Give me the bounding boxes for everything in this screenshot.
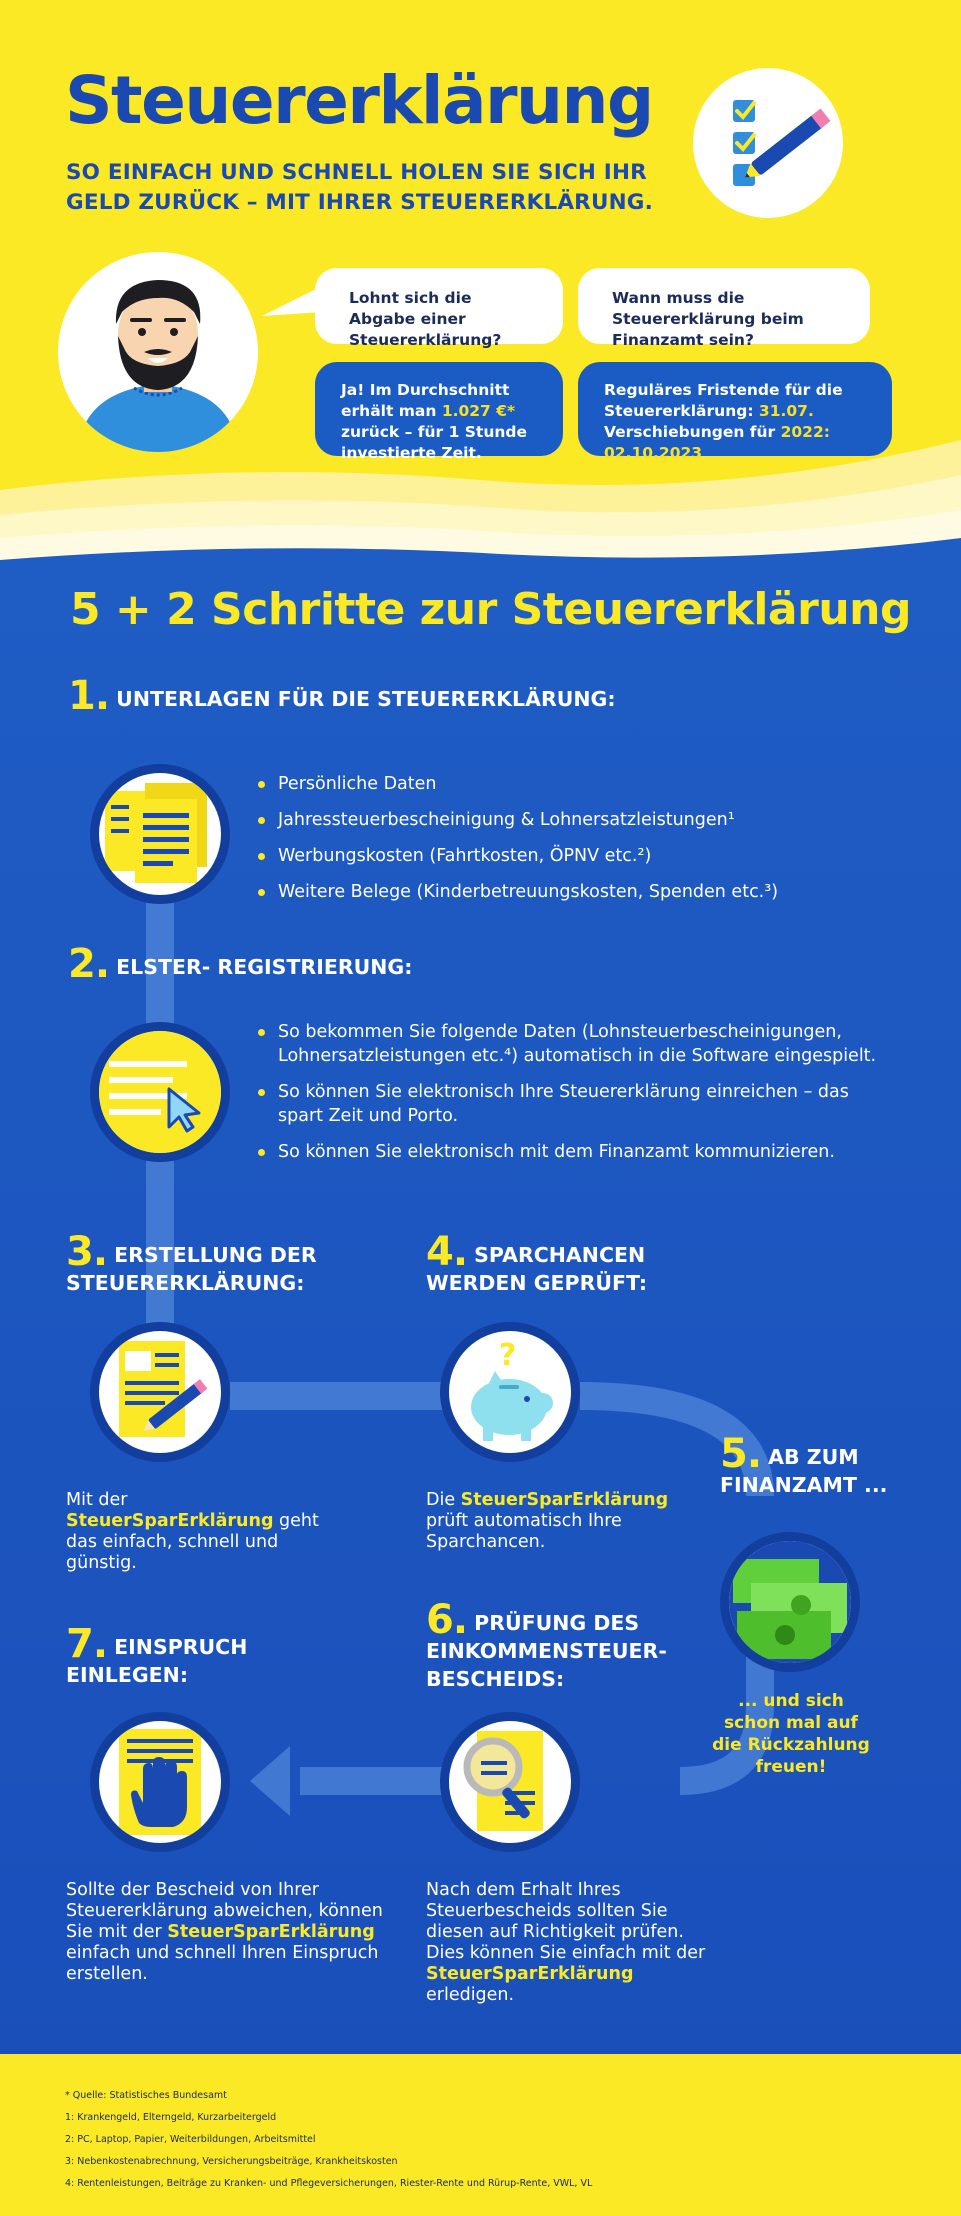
footnotes-section [0,2054,961,2216]
step-2-number: 2. [68,941,110,987]
step-7-title: EINSPRUCH [114,1635,248,1659]
checklist-illustration [693,68,843,218]
faq-question-1-text: Lohnt sich die Abgabe einer Steuererklärung? [349,289,502,349]
checklist-pencil-icon [693,68,843,218]
step-4-description-text: Die [426,1490,461,1510]
step-1-title: UNTERLAGEN FÜR DIE STEUERERKLÄRUNG: [116,687,616,711]
step-1-item: Persönliche Daten [258,772,898,796]
step-4-description [426,1490,676,1553]
step-6-heading [426,1597,667,1693]
speech-pointer-icon [262,280,322,320]
faq-question-1 [315,268,563,349]
faq-question-2-text: Wann muss die Steuererklärung beim Finanzamt sein? [612,289,804,349]
step-6-title: PRÜFUNG DES [474,1611,640,1635]
step-3-title: ERSTELLUNG DER [114,1243,317,1267]
faq-answer-2-postponed-deadline: 2022: 02.10.2023 [604,423,830,462]
step-2-item: So bekommen Sie folgende Daten (Lohnsteuerbescheinigungen, Lohnersatzleistungen etc.⁴) automatisch in die Software eingespielt. [258,1020,898,1068]
documents-icon [99,773,221,895]
software-cursor-icon [99,1031,221,1153]
step-2-item: So können Sie elektronisch Ihre Steuererklärung einreichen – das spart Zeit und Porto. [258,1080,898,1128]
step-6-title-line-3: BESCHEIDS: [426,1667,565,1691]
step-1-list [258,772,898,916]
wave-divider [0,420,961,570]
step-7-heading [66,1621,248,1689]
step-4-number: 4. [426,1229,468,1275]
step-2-title: ELSTER- REGISTRIERUNG: [116,955,413,979]
step-6-number: 6. [426,1597,468,1643]
page-title: Steuererklärung [65,62,653,139]
step-1-icon-circle [90,764,230,904]
step-5-number: 5. [720,1431,762,1477]
step-4-title: SPARCHANCEN [474,1243,646,1267]
step-7-title-line-2: EINLEGEN: [66,1663,189,1687]
money-bills-icon [729,1541,851,1663]
step-1-item: Jahressteuerbescheinigung & Lohnersatzleistungen¹ [258,808,898,832]
step-4-heading [426,1229,648,1297]
step-1-item: Weitere Belege (Kinderbetreuungskosten, Spenden etc.³) [258,880,898,904]
step-3-description [66,1490,336,1574]
step-3-icon-circle [90,1322,230,1462]
step-5-heading [720,1431,888,1499]
svg-text:?: ? [499,1338,517,1373]
footnote-4: 4: Rentenleistungen, Beiträge zu Kranken- und Pflegeversicherungen, Riester-Rente und Rürup-Rente, VWL, VL [65,2178,593,2189]
step-5-title-line-2: FINANZAMT ... [720,1473,888,1497]
tax-form-pencil-icon [99,1331,221,1453]
faq-answer-2-text: Reguläres Fristende für die Steuererklärung: [604,381,843,420]
step-1-item: Werbungskosten (Fahrtkosten, ÖPNV etc.²) [258,844,898,868]
steps-title: 5 + 2 Schritte zur Steuererklärung [70,584,911,635]
step-3-heading [66,1229,317,1297]
step-7-icon-circle [90,1712,230,1852]
step-7-brand-name: SteuerSparErklärung [167,1922,375,1942]
footnote-1: 1: Krankengeld, Elterngeld, Kurzarbeitergeld [65,2112,277,2123]
faq-answer-1-text: Ja! Im Durchschnitt erhält man [341,381,510,420]
faq-answer-2-text-mid: Verschiebungen für [604,423,781,441]
step-7-description [66,1880,386,1985]
step-6-description-text-end: erledigen. [426,1985,515,2005]
step-2-list [258,1020,898,1176]
step-6-description [426,1880,726,2006]
step-7-number: 7. [66,1621,108,1667]
step-5-title: AB ZUM [768,1445,859,1469]
step-6-description-text: Nach dem Erhalt Ihres Steuerbescheids sollten Sie diesen auf Richtigkeit prüfen. Dies können Sie einfach mit der [426,1880,706,1963]
step-4-icon-circle [440,1322,580,1462]
step-3-title-line-2: STEUERERKLÄRUNG: [66,1271,305,1295]
footnote-2: 2: PC, Laptop, Papier, Weiterbildungen, Arbeitsmittel [65,2134,316,2145]
step-1-number: 1. [68,673,110,719]
piggy-bank-icon [449,1331,571,1453]
step-2-icon-circle [90,1022,230,1162]
stop-hand-icon [99,1721,221,1843]
step-4-title-line-2: WERDEN GEPRÜFT: [426,1271,648,1295]
faq-answer-2-deadline: 31.07. [758,402,814,420]
step-7-description-text-end: einfach und schnell Ihren Einspruch erstellen. [66,1943,379,1984]
step-3-description-text-end: geht das einfach, schnell und günstig. [66,1511,319,1573]
step-5-icon-circle [720,1532,860,1672]
magnifier-document-icon [449,1721,571,1843]
step-5-note: ... und sich schon mal auf die Rückzahlung freuen! [712,1691,870,1777]
faq-answer-1-text-end: zurück – für 1 Stunde investierte Zeit. [341,423,528,462]
faq-answer-1-amount: 1.027 €* [441,402,516,420]
step-4-description-text-end: prüft automatisch Ihre Sparchancen. [426,1511,622,1552]
step-7-description-text: Sollte der Bescheid von Ihrer Steuererklärung abweichen, können Sie mit der [66,1880,383,1942]
step-3-brand-name: SteuerSparErklärung [66,1511,274,1531]
faq-question-2 [578,268,870,349]
step-6-brand-name: SteuerSparErklärung [426,1964,634,1984]
step-3-description-text: Mit der [66,1490,128,1510]
footnote-3: 3: Nebenkostenabrechnung, Versicherungsbeiträge, Krankheitskosten [65,2156,398,2167]
step-2-heading [68,941,413,987]
step-6-title-line-2: EINKOMMENSTEUER- [426,1639,667,1663]
page-subtitle: SO EINFACH UND SCHNELL HOLEN SIE SICH IHR GELD ZURÜCK – MIT IHRER STEUERERKLÄRUNG. [66,160,654,215]
step-4-brand-name: SteuerSparErklärung [460,1490,669,1510]
footnote-source: * Quelle: Statistisches Bundesamt [65,2090,227,2101]
step-6-icon-circle [440,1712,580,1852]
step-2-item: So können Sie elektronisch mit dem Finanzamt kommunizieren. [258,1140,898,1164]
step-3-number: 3. [66,1229,108,1275]
step-1-heading [68,673,616,719]
